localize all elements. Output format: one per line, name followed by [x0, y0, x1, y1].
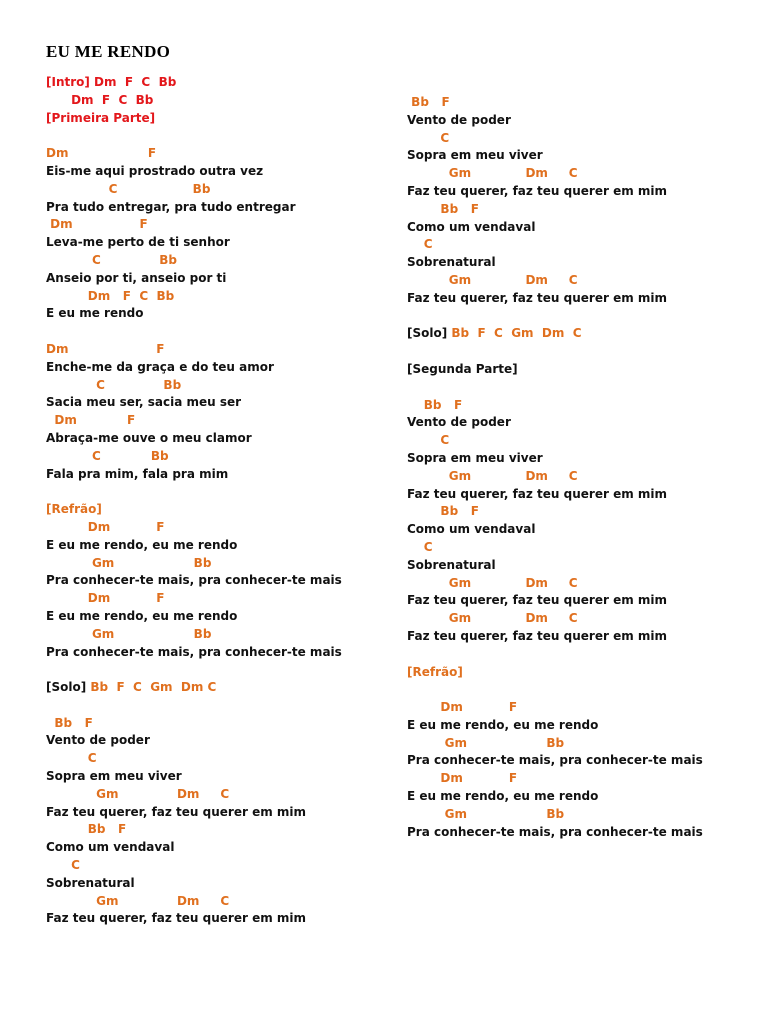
lyric-line: Vento de poder [407, 112, 511, 127]
lyric-line: Anseio por ti, anseio por ti [46, 270, 227, 285]
lyric-line: E eu me rendo, eu me rendo [46, 537, 238, 552]
lyric-line: Sobrenatural [407, 557, 496, 572]
lyric-line: Pra conhecer-te mais, pra conhecer-te mais [407, 824, 703, 839]
solo-line [407, 325, 768, 343]
chord-line: Gm Bb [407, 806, 565, 821]
lyric-line: E eu me rendo, eu me rendo [46, 608, 238, 623]
chord-line: Bb F [407, 95, 450, 109]
spacer [407, 681, 768, 699]
intro-chord-line: Dm F C Bb [46, 92, 154, 107]
right-column [407, 94, 768, 841]
lyric-line: Pra tudo entregar, pra tudo entregar [46, 199, 296, 214]
lyric-line: Pra conhecer-te mais, pra conhecer-te mais [46, 644, 342, 659]
lyric-line: Faz teu querer, faz teu querer em mim [407, 486, 668, 501]
spacer [407, 343, 768, 361]
chord-line: Dm F [46, 519, 165, 534]
lyric-line: Abraça-me ouve o meu clamor [46, 430, 252, 445]
lyric-line: Faz teu querer, faz teu querer em mim [407, 628, 668, 643]
spacer [46, 323, 416, 341]
lyric-line: E eu me rendo [46, 306, 144, 321]
chord-line: C [407, 539, 433, 554]
chord-line: Gm Dm C [407, 611, 578, 626]
chord-line: Bb F [46, 822, 127, 837]
lyric-line: Sopra em meu viver [407, 450, 543, 465]
lyric-line: Como um vendaval [407, 219, 536, 234]
chord-line: C Bb [46, 252, 177, 267]
lyric-line: Sobrenatural [46, 875, 135, 890]
chord-line: C Bb [46, 448, 169, 463]
chord-line: Gm Bb [46, 555, 212, 570]
chord-line: Dm F [46, 413, 136, 428]
spacer [407, 379, 768, 397]
solo-chords: Bb F C Gm Dm C [90, 680, 217, 695]
lyric-line: Pra conhecer-te mais, pra conhecer-te mais [407, 753, 703, 768]
chord-line: Gm Bb [46, 626, 212, 641]
chord-line: [Refrão] [46, 502, 102, 517]
chord-line: Dm F [407, 700, 518, 715]
lyric-line: Como um vendaval [46, 840, 175, 855]
lyric-line: Faz teu querer, faz teu querer em mim [46, 911, 307, 926]
lyric-line: Vento de poder [46, 733, 150, 748]
lyric-line: Sacia meu ser, sacia meu ser [46, 395, 242, 410]
lyric-line: Faz teu querer, faz teu querer em mim [407, 593, 668, 608]
lyric-line: Enche-me da graça e do teu amor [46, 359, 274, 374]
chord-line: Gm Dm C [46, 893, 230, 908]
chord-line: Dm F [46, 146, 157, 161]
chord-line: C [407, 237, 433, 252]
chord-line: C [46, 751, 97, 766]
spacer [407, 308, 768, 326]
chord-line: Dm F C Bb [46, 288, 175, 303]
chord-line: Dm F [46, 591, 165, 606]
chord-line: C [46, 858, 80, 873]
chord-line: Bb F [407, 201, 479, 216]
song-title: EU ME RENDO [46, 42, 171, 61]
chord-line: C [407, 433, 450, 448]
lyric-line: Leva-me perto de ti senhor [46, 235, 230, 250]
lyric-line: Faz teu querer, faz teu querer em mim [407, 290, 668, 305]
lyric-line: [Segunda Parte] [407, 361, 518, 376]
chord-line: Gm Dm C [407, 272, 578, 287]
solo-label: [Solo] [407, 326, 452, 341]
chord-line: Dm F [407, 771, 518, 786]
spacer [46, 483, 416, 501]
chord-line: Gm Dm C [407, 166, 578, 181]
chord-line: C Bb [46, 377, 182, 392]
solo-label: [Solo] [46, 680, 91, 695]
spacer [46, 661, 416, 679]
chord-line: Gm Dm C [407, 468, 578, 483]
chord-line: Gm Dm C [407, 575, 578, 590]
intro-chord-line: [Intro] Dm F C Bb [46, 75, 177, 89]
chord-line: Bb F [407, 397, 463, 412]
lyric-line: Faz teu querer, faz teu querer em mim [407, 183, 668, 198]
spacer [46, 127, 416, 145]
solo-line [46, 679, 416, 697]
spacer [46, 697, 416, 715]
lyric-line: E eu me rendo, eu me rendo [407, 789, 599, 804]
chord-line: C [407, 130, 450, 145]
chord-line: Bb F [407, 504, 479, 519]
lyric-line: E eu me rendo, eu me rendo [407, 717, 599, 732]
lyric-line: Sopra em meu viver [46, 769, 182, 784]
chord-line: C Bb [46, 181, 211, 196]
solo-chords: Bb F C Gm Dm C [451, 326, 582, 341]
lyric-line: Sopra em meu viver [407, 148, 543, 163]
spacer [407, 646, 768, 664]
chord-line: Dm F [46, 217, 148, 232]
lyric-line: Fala pra mim, fala pra mim [46, 466, 229, 481]
lyric-line: Como um vendaval [407, 522, 536, 537]
chord-line: Gm Dm C [46, 786, 230, 801]
section-heading: [Primeira Parte] [46, 110, 156, 125]
chord-line: Gm Bb [407, 735, 565, 750]
chord-line: [Refrão] [407, 664, 463, 679]
chord-line: Bb F [46, 715, 93, 730]
chord-line: Dm F [46, 341, 165, 356]
lyric-line: Vento de poder [407, 415, 511, 430]
lyric-line: Pra conhecer-te mais, pra conhecer-te mais [46, 573, 342, 588]
lyric-line: Faz teu querer, faz teu querer em mim [46, 804, 307, 819]
lyric-line: Eis-me aqui prostrado outra vez [46, 163, 264, 178]
lyric-line: Sobrenatural [407, 255, 496, 270]
left-column [46, 74, 416, 928]
